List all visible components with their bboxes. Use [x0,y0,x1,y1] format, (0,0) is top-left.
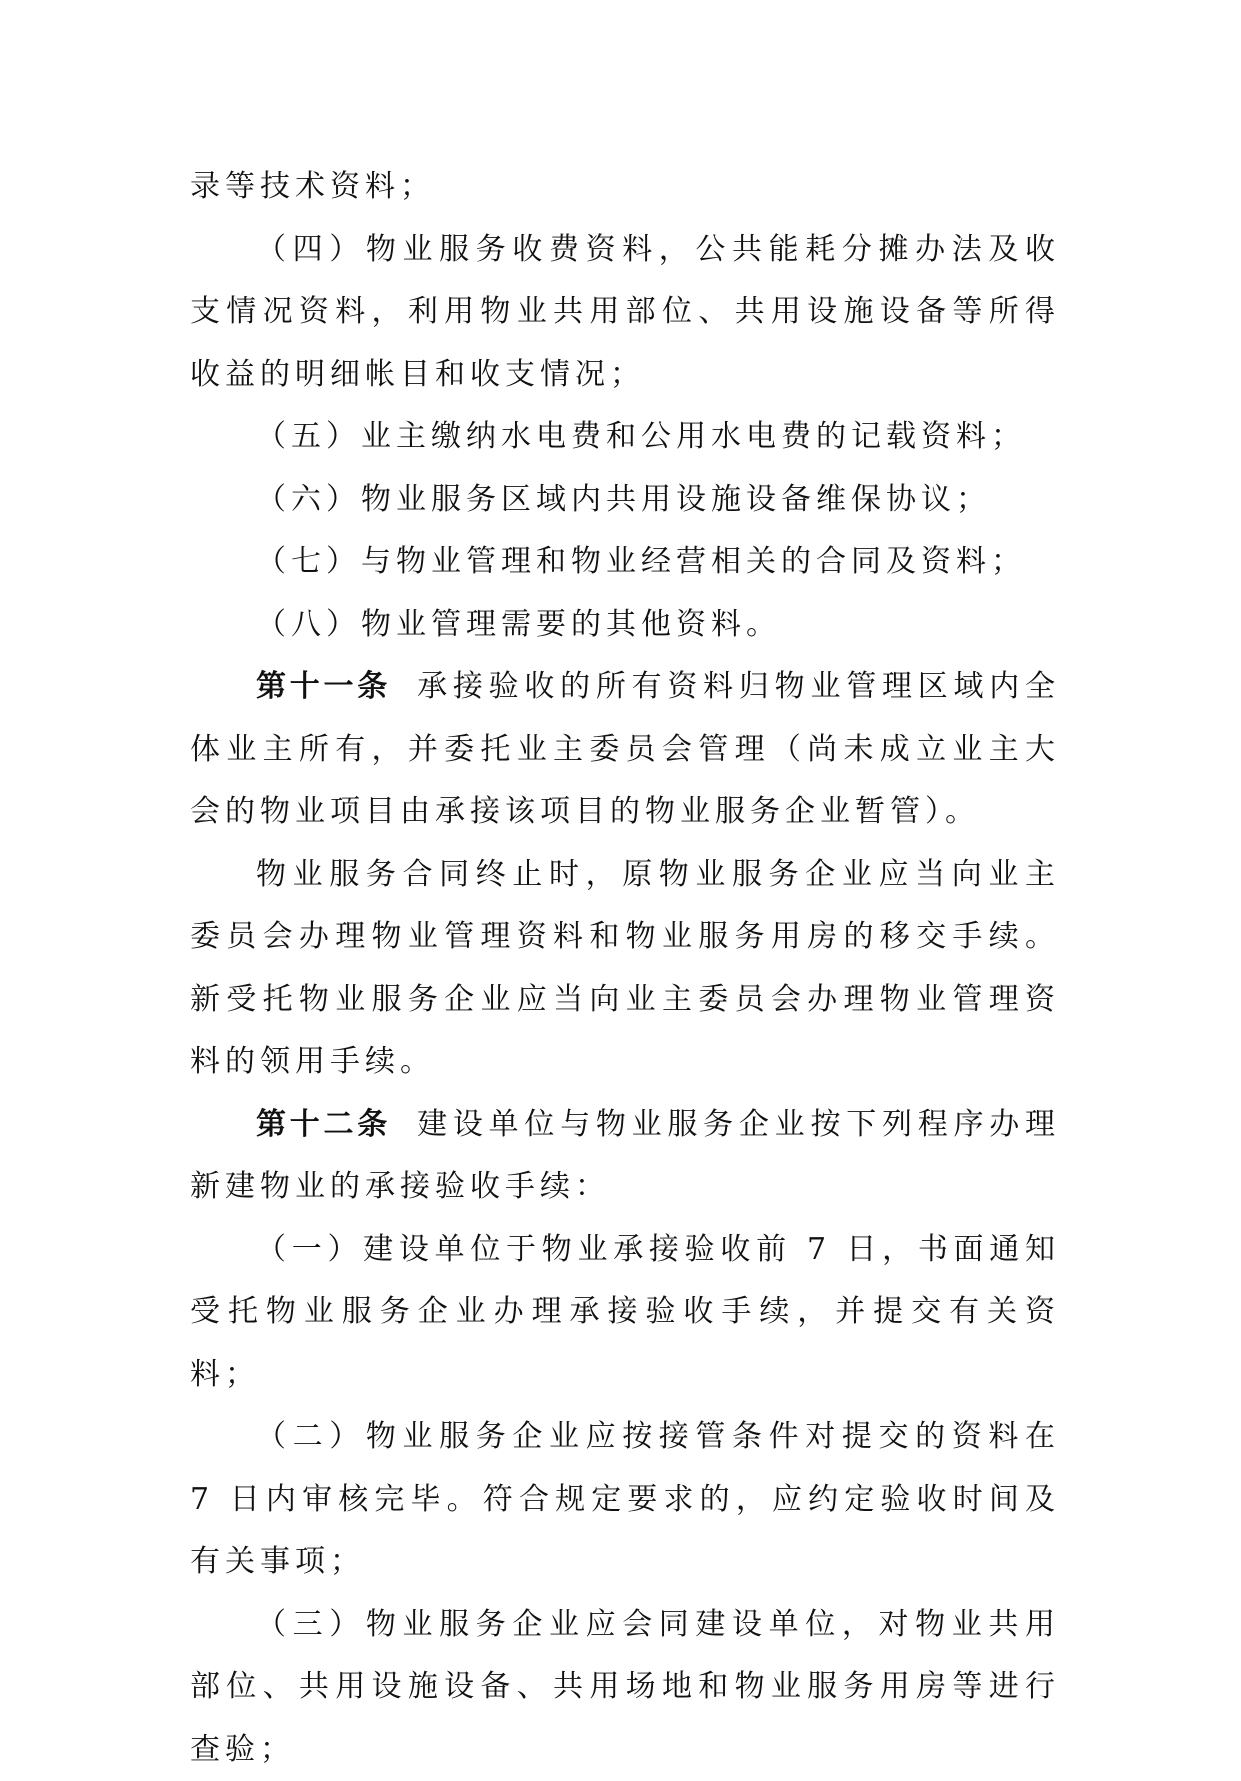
document-body [190,156,1060,1781]
paragraph-text: 物业服务合同终止时，原物业服务企业应当向业主委员会办理物业管理资料和物业服务用房的移交手续。新受托物业服务企业应当向业主委员会办理物业管理资料的领用手续。 [190,857,1060,1080]
paragraph-text: （五）业主缴纳水电费和公用水电费的记载资料； [256,419,1026,454]
paragraph-text: 建设单位与物业服务企业按下列程序办理新建物业的承接验收手续： [190,1107,1060,1205]
paragraph-text: （一）建设单位于物业承接验收前 7 日，书面通知受托物业服务企业办理承接验收手续，并提交有关资料； [190,1232,1060,1392]
paragraph-text: 承接验收的所有资料归物业管理区域内全体业主所有，并委托业主委员会管理（尚未成立业主大会的物业项目由承接该项目的物业服务企业暂管）。 [190,669,1060,829]
paragraph-item-5 [190,406,1060,469]
paragraph-text: （八）物业管理需要的其他资料。 [256,607,781,642]
paragraph-item-6 [190,469,1060,532]
paragraph-text: （四）物业服务收费资料，公共能耗分摊办法及收支情况资料，利用物业共用部位、共用设施设备等所得收益的明细帐目和收支情况； [190,232,1060,392]
paragraph-text: （七）与物业管理和物业经营相关的合同及资料； [256,544,1026,579]
paragraph-step-2 [190,1406,1060,1594]
paragraph-text: （二）物业服务企业应按接管条件对提交的资料在 7 日内审核完毕。符合规定要求的，应约定验收时间及有关事项； [190,1419,1060,1579]
paragraph-step-3 [190,1594,1060,1781]
paragraph-step-1 [190,1219,1060,1407]
paragraph-item-8 [190,594,1060,657]
paragraph-text: （三）物业服务企业应会同建设单位，对物业共用部位、共用设施设备、共用场地和物业服务用房等进行查验； [190,1607,1060,1767]
article-12 [190,1094,1060,1219]
paragraph-text: 录等技术资料； [190,169,435,204]
paragraph-item-4 [190,219,1060,407]
paragraph-contract-termination [190,844,1060,1094]
paragraph-text: （六）物业服务区域内共用设施设备维保协议； [256,482,991,517]
article-heading: 第十二条 [256,1107,391,1142]
article-11 [190,656,1060,844]
article-heading: 第十一条 [256,669,391,704]
paragraph-item-7 [190,531,1060,594]
paragraph-continuation [190,156,1060,219]
